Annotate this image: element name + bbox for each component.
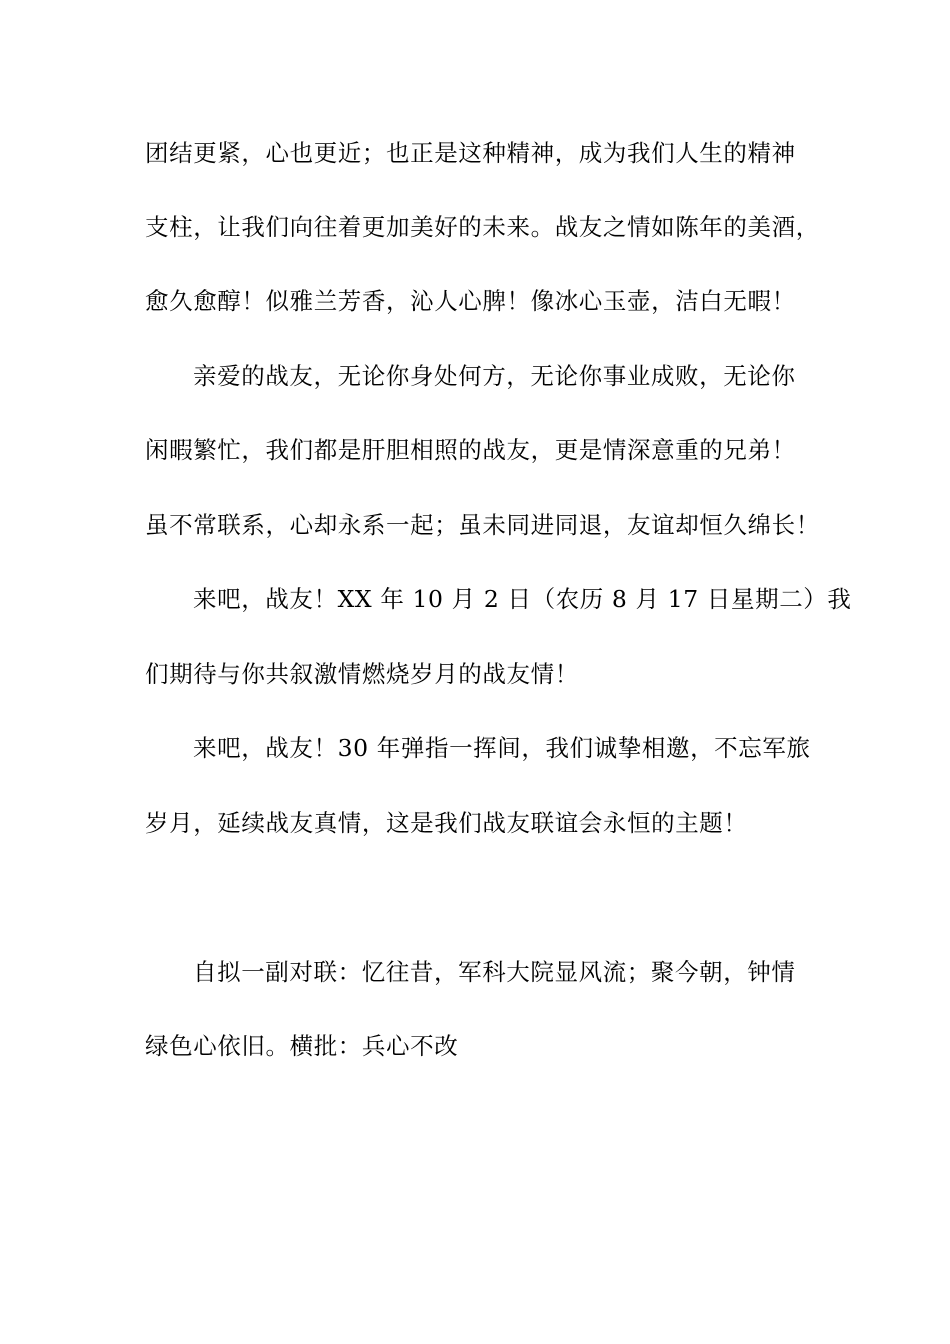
text-line-10: 岁月，延续战友真情，这是我们战友联谊会永恒的主题！ <box>145 809 748 837</box>
text-line-8: 们期待与你共叙激情燃烧岁月的战友情！ <box>145 660 579 688</box>
text-line-1: 团结更紧，心也更近；也正是这种精神，成为我们人生的精神 <box>145 139 796 167</box>
text-line-4: 亲爱的战友，无论你身处何方，无论你事业成败，无论你 <box>193 362 796 390</box>
text-line-6: 虽不常联系，心却永系一起；虽未同进同退，友谊却恒久绵长！ <box>145 511 820 539</box>
text-line-11: 自拟一副对联：忆往昔，军科大院显风流；聚今朝，钟情 <box>193 958 796 986</box>
text-line-5: 闲暇繁忙，我们都是肝胆相照的战友，更是情深意重的兄弟！ <box>145 436 796 464</box>
text-line-2: 支柱，让我们向往着更加美好的未来。战友之情如陈年的美酒， <box>145 213 820 241</box>
text-line-12: 绿色心依旧。横批：兵心不改 <box>145 1032 459 1060</box>
text-line-9: 来吧，战友！30 年弹指一挥间，我们诚挚相邀，不忘军旅 <box>193 734 811 762</box>
text-line-7: 来吧，战友！XX 年 10 月 2 日（农历 8 月 17 日星期二）我 <box>193 585 852 613</box>
text-line-3: 愈久愈醇！似雅兰芳香，沁人心脾！像冰心玉壶，洁白无暇！ <box>145 287 796 315</box>
